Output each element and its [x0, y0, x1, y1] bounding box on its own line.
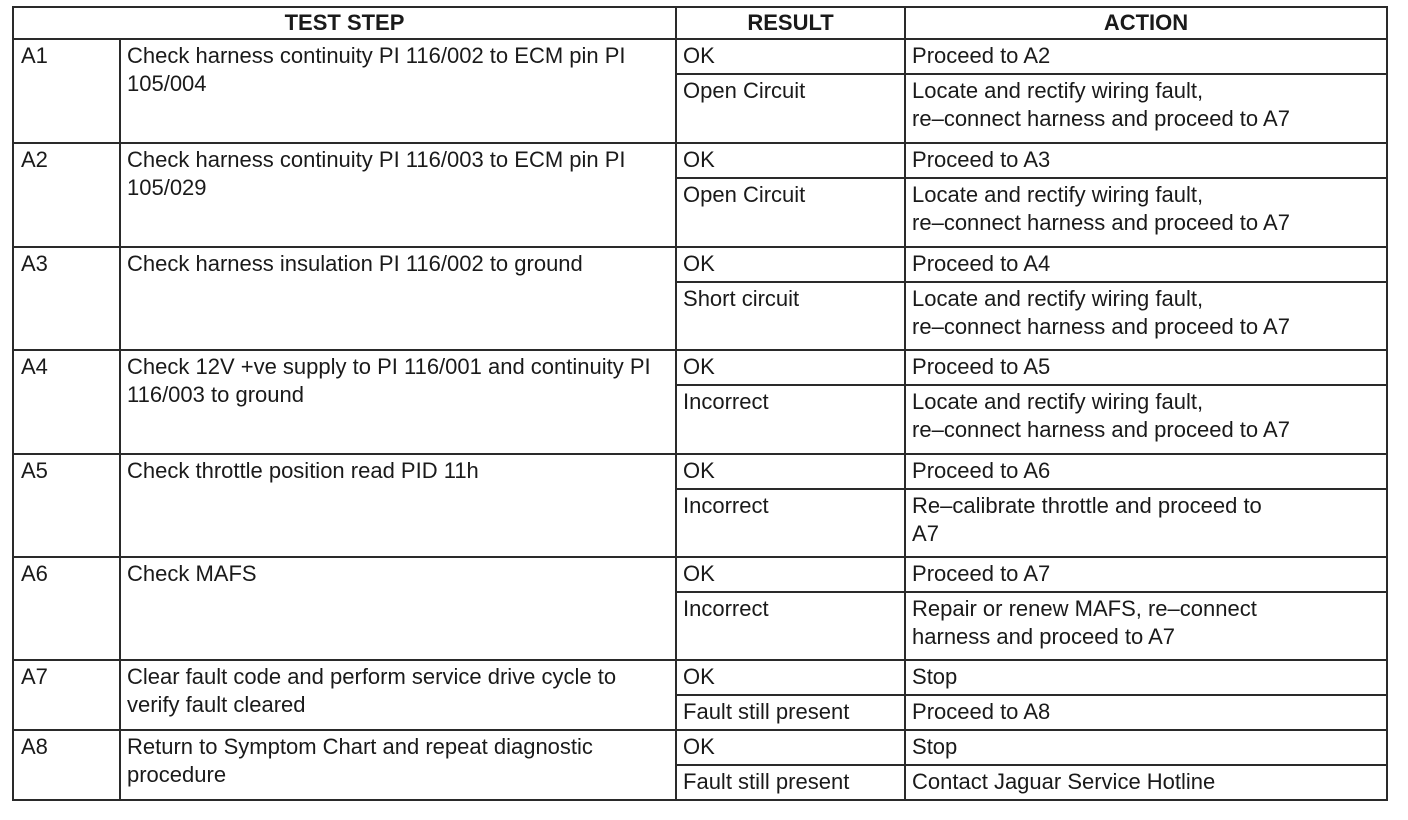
result-cell: OK [676, 730, 905, 765]
step-id: A4 [13, 350, 120, 454]
table-row [13, 39, 1387, 74]
step-id: A5 [13, 454, 120, 557]
result-cell: OK [676, 247, 905, 282]
table-row [13, 454, 1387, 489]
action-cell: Locate and rectify wiring fault, re–connect harness and proceed to A7 [905, 178, 1387, 247]
diagnostic-table [12, 6, 1388, 801]
step-id: A2 [13, 143, 120, 247]
action-cell: Proceed to A2 [905, 39, 1387, 74]
table-row [13, 730, 1387, 765]
table-row [13, 143, 1387, 178]
action-cell: Stop [905, 660, 1387, 695]
step-description: Check 12V +ve supply to PI 116/001 and continuity PI 116/003 to ground [120, 350, 676, 454]
action-cell: Proceed to A3 [905, 143, 1387, 178]
table-row [13, 247, 1387, 282]
result-cell: Open Circuit [676, 178, 905, 247]
table-row [13, 660, 1387, 695]
table-row [13, 557, 1387, 592]
action-cell: Contact Jaguar Service Hotline [905, 765, 1387, 800]
action-cell: Proceed to A4 [905, 247, 1387, 282]
action-cell: Locate and rectify wiring fault, re–connect harness and proceed to A7 [905, 385, 1387, 454]
result-cell: OK [676, 350, 905, 385]
action-cell: Proceed to A5 [905, 350, 1387, 385]
action-cell: Locate and rectify wiring fault, re–connect harness and proceed to A7 [905, 282, 1387, 350]
step-description: Check MAFS [120, 557, 676, 660]
table-body [13, 39, 1387, 800]
step-description: Check harness continuity PI 116/002 to ECM pin PI 105/004 [120, 39, 676, 143]
result-cell: OK [676, 557, 905, 592]
header-action: ACTION [905, 7, 1387, 39]
action-cell: Proceed to A8 [905, 695, 1387, 730]
result-cell: Incorrect [676, 385, 905, 454]
result-cell: OK [676, 660, 905, 695]
action-cell: Stop [905, 730, 1387, 765]
result-cell: Short circuit [676, 282, 905, 350]
result-cell: OK [676, 143, 905, 178]
step-id: A1 [13, 39, 120, 143]
step-description: Clear fault code and perform service drive cycle to verify fault cleared [120, 660, 676, 730]
step-id: A6 [13, 557, 120, 660]
result-cell: Open Circuit [676, 74, 905, 143]
step-description: Check harness continuity PI 116/003 to ECM pin PI 105/029 [120, 143, 676, 247]
action-cell: Locate and rectify wiring fault, re–connect harness and proceed to A7 [905, 74, 1387, 143]
step-description: Check throttle position read PID 11h [120, 454, 676, 557]
result-cell: OK [676, 454, 905, 489]
action-cell: Proceed to A6 [905, 454, 1387, 489]
result-cell: Incorrect [676, 592, 905, 660]
header-row [13, 7, 1387, 39]
action-cell: Proceed to A7 [905, 557, 1387, 592]
step-id: A7 [13, 660, 120, 730]
step-id: A8 [13, 730, 120, 800]
step-description: Check harness insulation PI 116/002 to ground [120, 247, 676, 350]
header-test-step: TEST STEP [13, 7, 676, 39]
step-id: A3 [13, 247, 120, 350]
action-cell: Re–calibrate throttle and proceed to A7 [905, 489, 1387, 557]
result-cell: Fault still present [676, 765, 905, 800]
result-cell: Incorrect [676, 489, 905, 557]
header-result: RESULT [676, 7, 905, 39]
action-cell: Repair or renew MAFS, re–connect harness and proceed to A7 [905, 592, 1387, 660]
table-row [13, 350, 1387, 385]
result-cell: OK [676, 39, 905, 74]
result-cell: Fault still present [676, 695, 905, 730]
step-description: Return to Symptom Chart and repeat diagnostic procedure [120, 730, 676, 800]
